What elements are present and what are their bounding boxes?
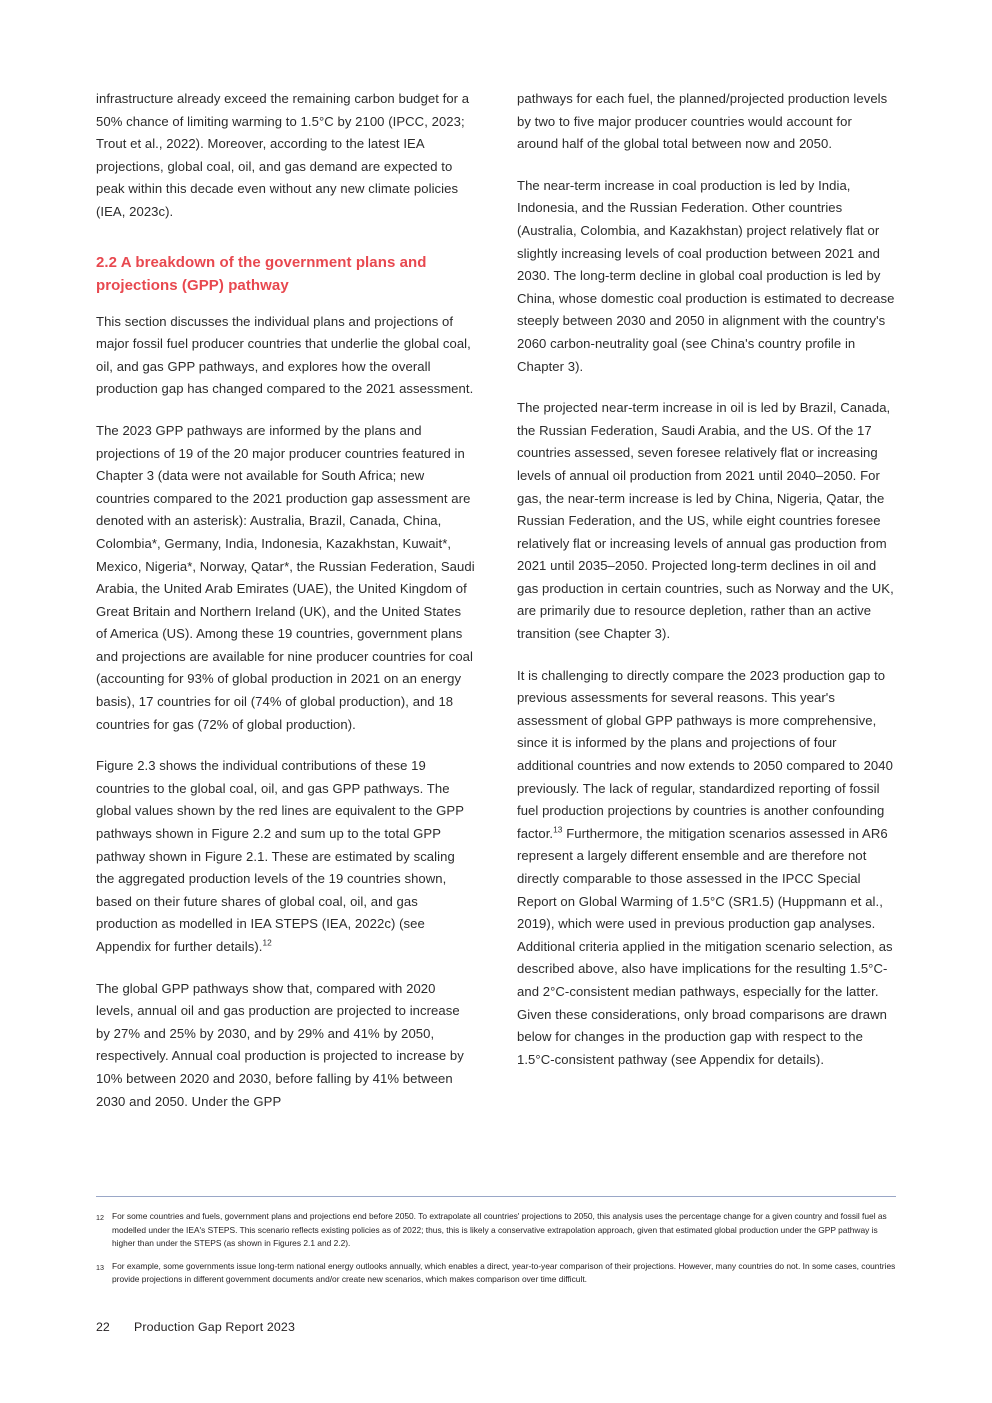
footnote-number: 13: [96, 1262, 104, 1272]
footnote-divider: [96, 1196, 896, 1197]
footnote-item: [96, 1260, 896, 1287]
footnote-marker-13: 13: [553, 824, 563, 835]
paragraph-text: Figure 2.3 shows the individual contributions of these 19 countries to the global coal, oil, and gas GPP pathways. The global values shown by the red lines are equivalent to the GPP pathways shown in Figure 2.2 and sum up to the total GPP pathway shown in Figure 2.1. These are estimated by scaling the aggregated production levels of the 19 countries shown, based on their future shares of global coal, oil, and gas production as modelled in IEA STEPS (IEA, 2022c) (see Appendix for further details).: [96, 758, 464, 954]
paragraph: [517, 665, 896, 1072]
footnotes-area: [96, 1196, 896, 1296]
left-column: [96, 88, 475, 1132]
footnote-text: For example, some governments issue long-term national energy outlooks annually, which enables a direct, year-to-year comparison of their projections. However, many countries do not. In some cases, countries provide projections in different government documents and/or create new scenarios, which makes comparison over time difficult.: [112, 1260, 896, 1285]
footnote-text: For some countries and fuels, government plans and projections end before 2050. To extrapolate all countries' projections to 2050, this analysis uses the percentage change for a given country and fossil fuel as modelled under the IEA's STEPS. This scenario reflects existing policies as of 2022; thus, this is likely a conservative extrapolation approach, given that estimated global production under the GPP pathway is higher than under the STEPS (as shown in Figures 2.1 and 2.2).: [112, 1211, 887, 1249]
paragraph-text-a: It is challenging to directly compare the 2023 production gap to previous assessments for several reasons. This year's assessment of global GPP pathways is more comprehensive, since it is informed by the plans and projections of four additional countries and now extends to 2050 compared to 2040 previously. The lack of regular, standardized reporting of fossil fuel production projections by countries is another confounding factor.: [517, 667, 893, 841]
two-column-body: [96, 88, 896, 1132]
page-footer: [96, 1320, 295, 1334]
paragraph-text-b: Furthermore, the mitigation scenarios assessed in AR6 represent a largely different ensemble and are therefore not directly comparable to those assessed in the IPCC Special Report on Global Warming of 1.5°C (SR1.5) (Huppmann et al., 2019), which were used in previous production gap analyses. Additional criteria applied in the mitigation scenario selection, as described above, also have implications for the resulting 1.5°C- and 2°C-consistent median pathways, especially for the latter. Given these considerations, only broad comparisons are drawn below for changes in the production gap with respect to the 1.5°C-consistent pathway (see Appendix for details).: [517, 825, 893, 1067]
paragraph: [96, 755, 475, 958]
footnote-marker-12: 12: [262, 937, 272, 948]
section-heading: 2.2 A breakdown of the government plans and projections (GPP) pathway: [96, 253, 427, 294]
paragraph: infrastructure already exceed the remaining carbon budget for a 50% chance of limiting warming to 1.5°C by 2100 (IPCC, 2023; Trout et al., 2022). Moreover, according to the latest IEA projections, global coal, oil, and gas demand are expected to peak within this decade even without any new climate policies (IEA, 2023c).: [96, 91, 470, 219]
footnote-item: [96, 1210, 896, 1251]
right-column: [517, 88, 896, 1132]
paragraph: This section discusses the individual plans and projections of major fossil fuel producer countries that underlie the global coal, oil, and gas GPP pathways, and explores how the overall production gap has changed compared to the 2021 assessment.: [96, 313, 474, 397]
paragraph: The near-term increase in coal production is led by India, Indonesia, and the Russian Federation. Other countries (Australia, Colombia, and Kazakhstan) project relatively flat or slightly increasing levels of coal production between 2021 and 2030. The long-term decline in global coal production is led by China, whose domestic coal production is estimated to decrease steeply between 2030 and 2050 in alignment with the country's 2060 carbon-neutrality goal (see China's country profile in Chapter 3).: [517, 177, 895, 374]
paragraph: The global GPP pathways show that, compared with 2020 levels, annual oil and gas production are projected to increase by 27% and 25% by 2030, and by 29% and 41% by 2050, respectively. Annual coal production is projected to increase by 10% between 2020 and 2030, before falling by 41% between 2030 and 2050. Under the GPP: [96, 980, 464, 1109]
paragraph: pathways for each fuel, the planned/projected production levels by two to five major producer countries would account for around half of the global total between now and 2050.: [517, 91, 888, 152]
page-number: 22: [96, 1320, 110, 1334]
document-title: Production Gap Report 2023: [134, 1320, 295, 1334]
paragraph: The projected near-term increase in oil is led by Brazil, Canada, the Russian Federation, Saudi Arabia, and the US. Of the 17 countries assessed, seven foresee relatively flat or increasing levels of annual oil production from 2021 until 2040–2050. For gas, the near-term increase is led by China, Nigeria, Qatar, the Russian Federation, and the US, while eight countries foresee relatively flat or increasing levels of annual gas production from 2021 until 2035–2050. Projected long-term declines in oil and gas production in certain countries, such as Norway and the UK, are primarily due to resource depletion, rather than an active transition (see Chapter 3).: [517, 400, 894, 642]
footnote-number: 12: [96, 1213, 104, 1222]
paragraph: The 2023 GPP pathways are informed by the plans and projections of 19 of the 20 major producer countries featured in Chapter 3 (data were not available for South Africa; new countries compared to the 2021 production gap assessment are denoted with an asterisk): Australia, Brazil, Canada, China, Colombia*, Germany, India, Indonesia, Kazakhstan, Kuwait*, Mexico, Nigeria*, Norway, Qatar*, the Russian Federation, Saudi Arabia, the United Arab Emirates (UAE), the United Kingdom of Great Britain and Northern Ireland (UK), and the United States of America (US). Among these 19 countries, government plans and projections are available for nine producer countries for coal (accounting for 93% of global production in 2021 on an energy basis), 17 countries for oil (74% of global production), and 18 countries for gas (72% of global production).: [96, 422, 475, 732]
